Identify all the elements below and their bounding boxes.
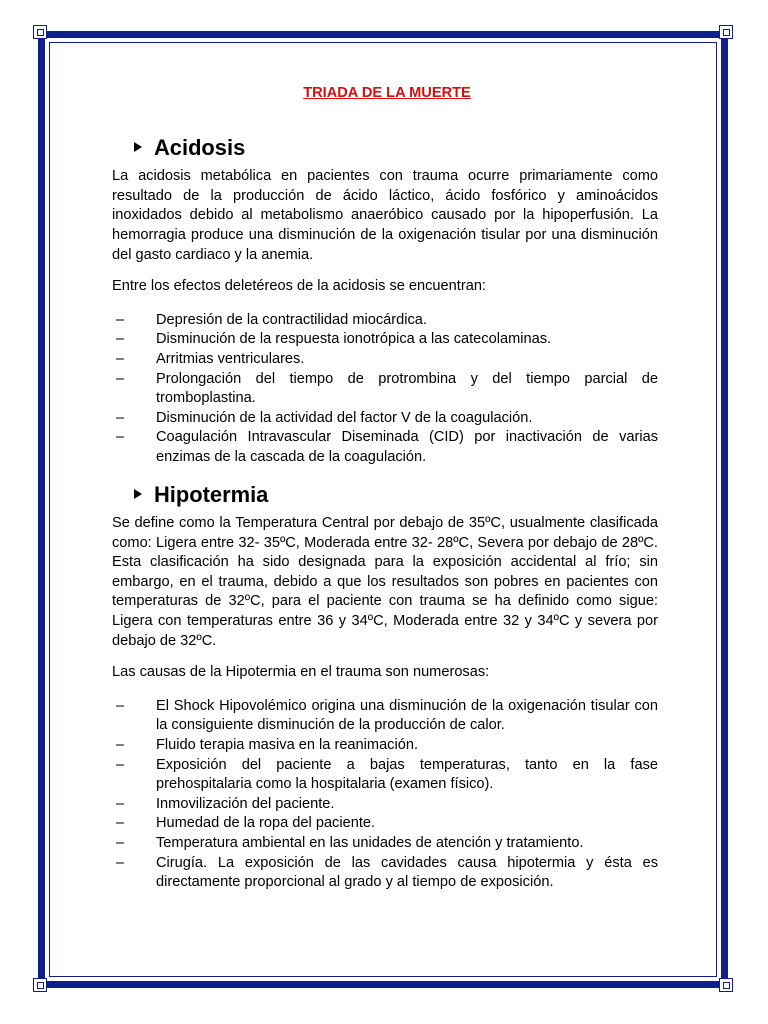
- list-item: – Disminución de la actividad del factor V de la coagulación.: [112, 409, 658, 429]
- list-item: – Cirugía. La exposición de las cavidades causa hipotermia y ésta es directamente proporcional al grado y al tiempo de exposición.: [112, 854, 658, 893]
- section-heading-text: Acidosis: [154, 134, 246, 160]
- dash-bullet: –: [116, 429, 125, 446]
- dash-bullet: –: [116, 737, 125, 754]
- list-item: – El Shock Hipovolémico origina una disminución de la oxigenación tisular con la consiguiente disminución de la producción de calor.: [112, 697, 658, 736]
- list-item: – Arritmias ventriculares.: [112, 350, 658, 370]
- effects-list: [112, 311, 658, 468]
- dash-bullet: –: [116, 795, 125, 812]
- dash-bullet: –: [116, 835, 125, 851]
- list-item: – Humedad de la ropa del paciente.: [112, 814, 658, 834]
- section-heading-text: Hipotermia: [154, 481, 269, 507]
- dash-bullet: –: [116, 331, 125, 348]
- document-title: TRIADA DE LA MUERTE: [303, 85, 471, 101]
- paragraph: La acidosis metabólica en pacientes con trauma ocurre primariamente como resultado de la producción de ácido láctico, ácido fosfórico y aminoácidos inoxidados debido al metabolismo anaeróbico causado por la hipoperfusión. La hemorragia produce una disminución de la oxigenación tisular por una disminución del gasto cardiaco y la anemia.: [112, 168, 658, 263]
- list-item: – Prolongación del tiempo de protrombina y del tiempo parcial de tromboplastina.: [112, 370, 658, 409]
- list-item: – Inmovilización del paciente.: [112, 795, 658, 815]
- dash-bullet: –: [116, 697, 125, 714]
- dash-bullet: –: [116, 815, 125, 832]
- section-heading: [112, 134, 658, 160]
- list-item: – Disminución de la respuesta ionotrópica a las catecolaminas.: [112, 330, 658, 350]
- list-item: – Depresión de la contractilidad miocárdica.: [112, 311, 658, 331]
- corner-ornament-bottom-left: [33, 978, 47, 992]
- paragraph: Las causas de la Hipotermia en el trauma son numerosas:: [112, 664, 490, 681]
- dash-bullet: –: [116, 370, 125, 387]
- list-item: – Coagulación Intravascular Diseminada (CID) por inactivación de varias enzimas de la cascada de la coagulación.: [112, 428, 658, 467]
- section-hipotermia: [112, 481, 658, 893]
- list-item: – Temperatura ambiental en las unidades de atención y tratamiento.: [112, 834, 658, 854]
- dash-bullet: –: [116, 409, 125, 426]
- arrow-bullet-icon: [134, 489, 142, 499]
- arrow-bullet-icon: [134, 142, 142, 152]
- corner-ornament-top-left: [33, 25, 47, 39]
- dash-bullet: –: [116, 311, 125, 328]
- dash-bullet: –: [116, 756, 125, 773]
- paragraph: Se define como la Temperatura Central por debajo de 35ºC, usualmente clasificada como: Ligera entre 32- 35ºC, Moderada entre 32- 28ºC, Severa por debajo de 28ºC. Esta clasificación ha sido designada para la exposición accidental al frío; sin embargo, en el trauma, debido a que los resultados son pobres en pacientes con temperaturas de 32ºC, para el paciente con trauma se ha definido como sigue: Ligera con temperaturas entre 36 y 34ºC, Moderada entre 32 y 34ºC y severa por debajo de 32ºC.: [112, 515, 658, 649]
- list-item: – Fluido terapia masiva en la reanimación.: [112, 736, 658, 756]
- list-item: – Exposición del paciente a bajas temperaturas, tanto en la fase prehospitalaria como la hospitalaria (examen físico).: [112, 756, 658, 795]
- causes-list: [112, 697, 658, 893]
- document-body: [112, 84, 658, 893]
- corner-ornament-top-right: [719, 25, 733, 39]
- dash-bullet: –: [116, 350, 125, 367]
- dash-bullet: –: [116, 854, 125, 871]
- corner-ornament-bottom-right: [719, 978, 733, 992]
- paragraph: Entre los efectos deletéreos de la acidosis se encuentran:: [112, 278, 486, 295]
- section-acidosis: [112, 134, 658, 468]
- section-heading: [112, 481, 658, 507]
